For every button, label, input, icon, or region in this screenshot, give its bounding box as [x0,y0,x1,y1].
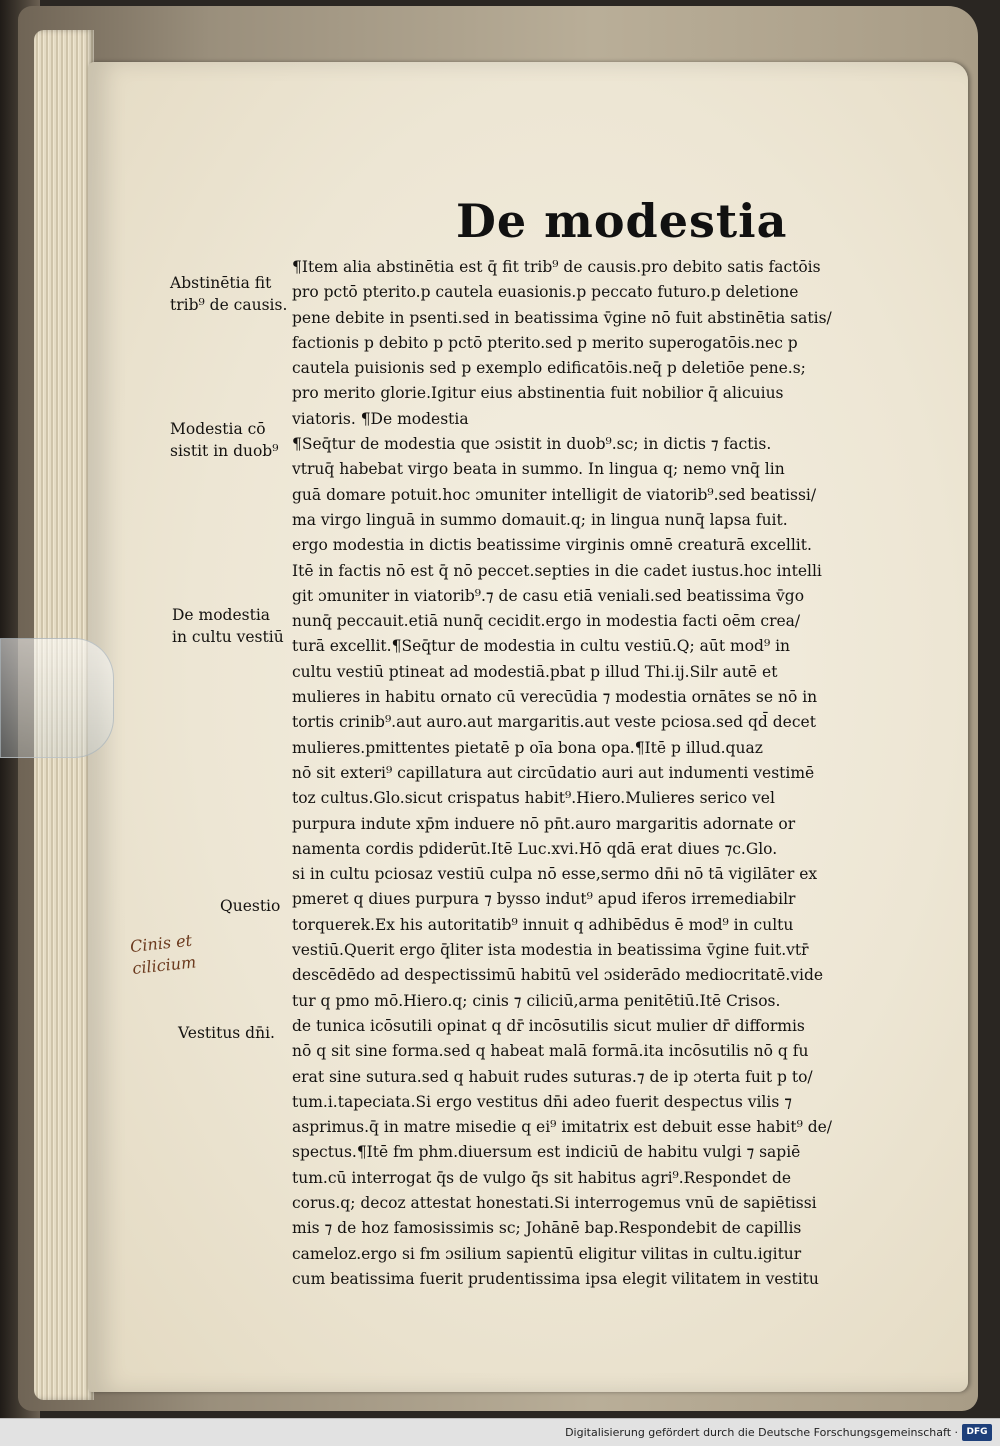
text-line: torquerek.Ex his autoritatib⁹ innuit q adhibēdus ē mod⁹ in cultu [292,915,794,934]
text-line: ma virgo linguā in summo domauit.q; in lingua nunq̄ lapsa fuit. [292,510,788,529]
dfg-logo: DFG [962,1424,992,1441]
main-text-block [292,255,882,1292]
clear-holding-strip [0,638,114,758]
text-line: mis ⁊ de hoz famosissimis sc; Johānē bap.Respondebit de capillis [292,1219,802,1238]
text-line: ¶Seq̄tur de modestia que ɔsistit in duob⁹.sc; in dictis ⁊ factis. [292,435,772,454]
funding-credit: Digitalisierung gefördert durch die Deutsche Forschungsgemeinschaft · [565,1426,958,1439]
margin-note-questio [220,895,280,917]
text-line: descēdēdo ad despectissimū habitū vel ɔsiderādo mediocritatē.vide [292,966,824,985]
text-line: purpura indute xp̄m induere nō pn̄t.auro margaritis adornate or [292,814,796,833]
text-line: pro pctō pterito.p cautela euasionis.p peccato futuro.p deletione [292,283,799,302]
text-line: tur q pmo mō.Hiero.q; cinis ⁊ ciliciū,arma penitētiū.Itē Crisos. [292,991,781,1010]
margin-note-line: Vestitus dn̄i. [178,1024,275,1042]
text-line: cautela puisionis sed p exemplo edificatōis.neq̄ p deletiōe pene.s; [292,359,806,378]
text-line: pmeret q diues purpura ⁊ bysso indut⁹ apud iferos irremediabilr [292,890,796,909]
text-line: tortis crinib⁹.aut auro.aut margaritis.aut veste pciosa.sed qd̄ decet [292,713,816,732]
margin-note-line: De modestia [172,606,271,624]
text-line: turā excellit.¶Seq̄tur de modestia in cultu vestiū.Q; aūt mod⁹ in [292,637,791,656]
margin-note-vestitus [178,1022,275,1044]
margin-note-line: Questio [220,897,281,915]
text-line: guā domare potuit.hoc ɔmuniter intelligit de viatorib⁹.sed beatissi/ [292,485,817,504]
margin-note-line: trib⁹ de causis. [170,296,288,314]
text-line: git ɔmuniter in viatorib⁹.⁊ de casu etiā veniali.sed beatissima v̄go [292,586,805,605]
text-line: Itē in factis nō est q̄ nō peccet.septies in die cadet iustus.hoc intelli [292,561,822,580]
text-line: factionis p debito p pctō pterito.sed p merito superogatōis.nec p [292,333,798,352]
text-line: namenta cordis pdiderūt.Itē Luc.xvi.Hō qdā erat diues ⁊c.Glo. [292,839,778,858]
footer-bar [0,1418,1000,1446]
margin-note-abstinentia [170,272,287,316]
text-line: tum.cū interrogat q̄s de vulgo q̄s sit habitus agri⁹.Respondet de [292,1168,792,1187]
margin-note-cultu-vestium [172,604,284,648]
text-line: de tunica icōsutili opinat q dr̄ incōsutilis sicut mulier dr̄ difformis [292,1016,805,1035]
handwritten-line: cilicium [131,952,197,978]
margin-note-line: Modestia cō [170,420,266,438]
text-line: spectus.¶Itē fm phm.diuersum est indiciū de habitu vulgi ⁊ sapiē [292,1143,801,1162]
text-line: vestiū.Querit ergo q̄liter ista modestia in beatissima v̄gine fuit.vtr̄ [292,941,809,960]
text-line: viatoris. ¶De modestia [292,409,469,428]
handwritten-line: Cinis et [129,930,193,957]
text-line: asprimus.q̄ in matre misedie q ei⁹ imitatrix est debuit esse habit⁹ de/ [292,1118,833,1137]
text-line: nō sit exteri⁹ capillatura aut circūdatio auri aut indumenti vestimē [292,763,815,782]
text-line: mulieres.pmittentes pietatē p oīa bona opa.¶Itē p illud.quaz [292,738,763,757]
text-line: ¶Item alia abstinētia est q̄ fit trib⁹ de causis.pro debito satis factōis [292,258,821,276]
margin-note-line: in cultu vestiū [172,628,284,646]
text-line: ergo modestia in dictis beatissime virginis omnē creaturā excellit. [292,536,812,555]
text-line: si in cultu pciosaz vestiū culpa nō esse,sermo dn̄i nō tā vigilāter ex [292,865,818,884]
text-line: pro merito glorie.Igitur eius abstinentia fuit nobilior q̄ alicuius [292,384,784,403]
text-line: cameloz.ergo si fm ɔsilium sapientū eligitur vilitas in cultu.igitur [292,1244,802,1263]
text-line: toz cultus.Glo.sicut crispatus habit⁹.Hiero.Mulieres serico vel [292,789,775,808]
show-through-ghost-text [350,200,470,250]
text-line: tum.i.tapeciata.Si ergo vestitus dn̄i adeo fuerit despectus vilis ⁊ [292,1092,792,1111]
text-line: cum beatissima fuerit prudentissima ipsa elegit vilitatem in vestitu [292,1269,819,1288]
text-line: cultu vestiū ptineat ad modestiā.pbat p illud Thi.ij.Silr autē et [292,662,778,681]
handwritten-annotation [129,924,250,998]
text-line: erat sine sutura.sed q habuit rudes suturas.⁊ de ip ɔterta fuit p to/ [292,1067,813,1086]
text-line: nō q sit sine forma.sed q habeat malā formā.ita incōsutilis nō q fu [292,1042,809,1061]
margin-note-line: Abstinētia fit [170,274,272,292]
text-line: corus.q; decoz attestat honestati.Si interrogemus vnū de sapiētissi [292,1193,817,1212]
text-line: nunq̄ peccauit.etiā nunq̄ cecidit.ergo in modestia facti oēm crea/ [292,612,801,631]
text-line: vtruq̄ habebat virgo beata in summo. In lingua q; nemo vnq̄ lin [292,460,785,479]
text-line: pene debite in psenti.sed in beatissima v̄gine nō fuit abstinētia satis/ [292,308,832,327]
page-heading: De modestia [456,194,788,248]
margin-note-line: sistit in duob⁹ [170,442,279,460]
margin-note-modestia [170,418,278,462]
text-line: mulieres in habitu ornato cū verecūdia ⁊ modestia ornātes se nō in [292,688,818,707]
